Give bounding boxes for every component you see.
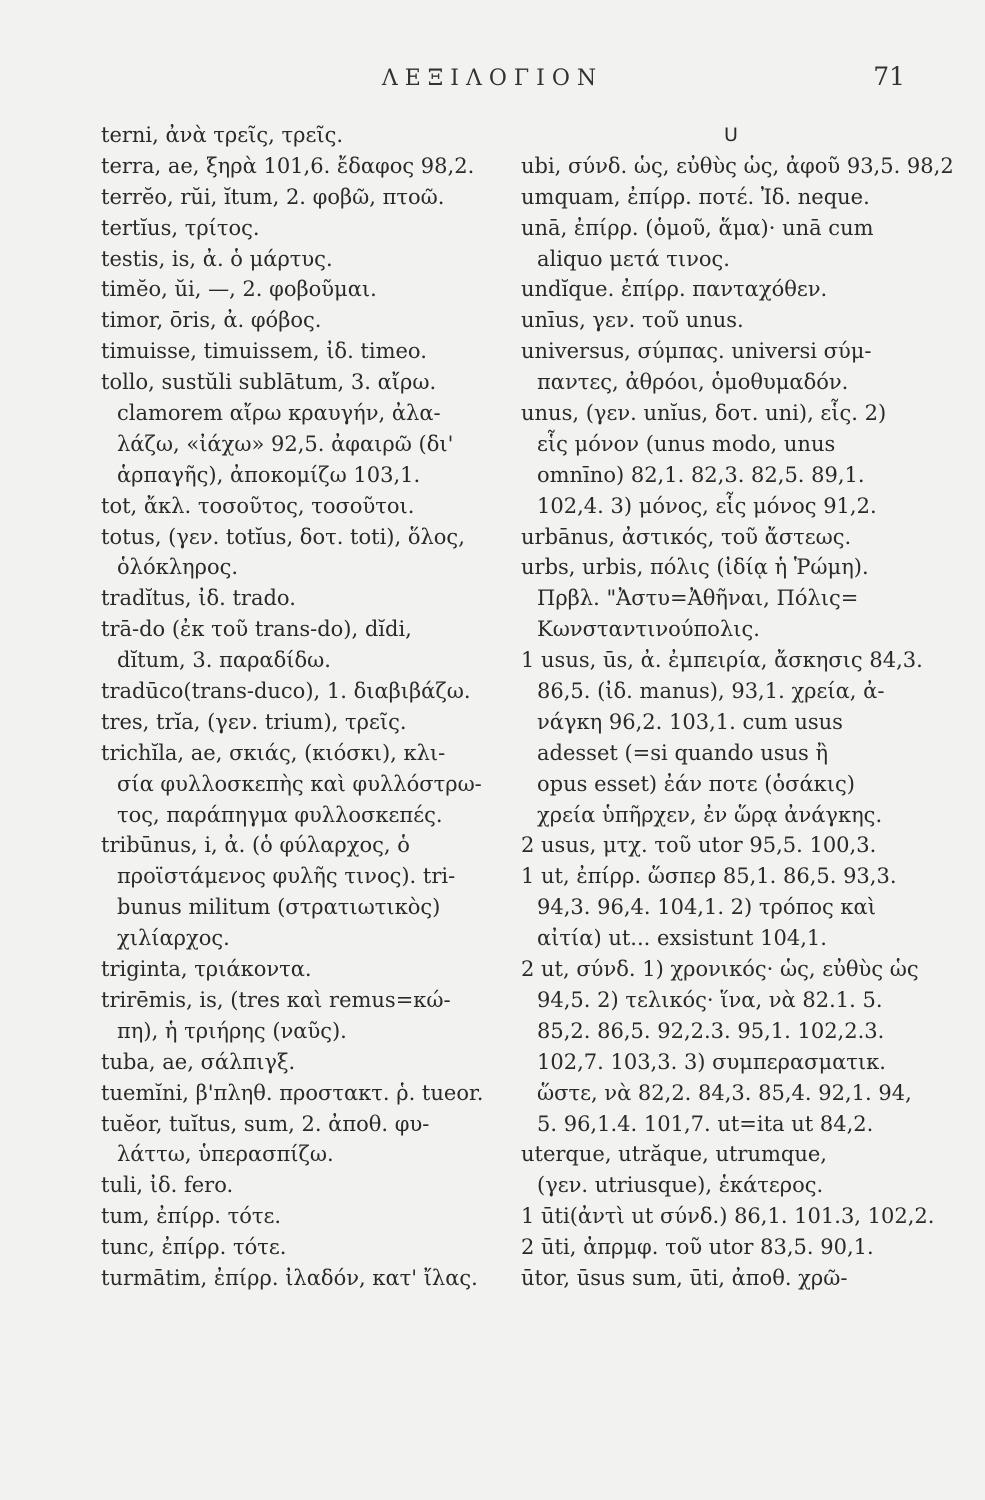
dictionary-line: trirēmis, is, (tres καὶ remus=κώ-	[101, 987, 451, 1012]
dictionary-line: tuemĭni, β'πληθ. προστακτ. ῥ. tueor.	[101, 1080, 484, 1105]
dictionary-line: clamorem αἴρω κραυγήν, ἀλα-	[117, 401, 441, 426]
dictionary-line: 1 ut, ἐπίρρ. ὥσπερ 85,1. 86,5. 93,3.	[521, 864, 897, 889]
dictionary-line: tres, trĭa, (γεν. trium), τρεῖς.	[101, 709, 407, 734]
dictionary-line: tradūco(trans-duco), 1. διαβιβάζω.	[101, 679, 471, 704]
dictionary-line: 2 usus, μτχ. τοῦ utor 95,5. 100,3.	[521, 833, 877, 858]
running-title: ΛΕΞΙΛΟΓΙΟΝ	[381, 66, 604, 91]
dictionary-line: turmātim, ἐπίρρ. ἰλαδόν, κατ' ἴλας.	[101, 1265, 478, 1290]
dictionary-line: χιλίαρχος.	[117, 926, 230, 951]
dictionary-line: unā, ἐπίρρ. (ὁμοῦ, ἅμα)· unā cum	[521, 215, 874, 240]
dictionary-line: 5. 96,1.4. 101,7. ut=ita ut 84,2.	[537, 1111, 874, 1136]
dictionary-line: tum, ἐπίρρ. τότε.	[101, 1204, 282, 1229]
dictionary-line: terni, ἀνὰ τρεῖς, τρεῖς.	[101, 123, 344, 147]
dictionary-line: 102,4. 3) μόνος, εἷς μόνος 91,2.	[537, 493, 877, 518]
dictionary-line: tertĭus, τρίτος.	[101, 215, 260, 240]
dictionary-line: aliquo μετά τινος.	[537, 246, 730, 271]
dictionary-line: tuli, ἰδ. fero.	[101, 1173, 234, 1198]
dictionary-line: αἰτία) ut... exsistunt 104,1.	[537, 926, 827, 951]
dictionary-line: 94,5. 2) τελικός· ἵνα, νὰ 82.1. 5.	[537, 987, 883, 1012]
dictionary-line: trā-do (ἐκ τοῦ trans-do), dĭdi,	[101, 617, 412, 642]
dictionary-line: νάγκη 96,2. 103,1. cum usus	[537, 709, 843, 734]
dictionary-line: timuisse, timuissem, ἰδ. timeo.	[101, 339, 427, 364]
dictionary-line: undĭque. ἐπίρρ. πανταχόθεν.	[521, 277, 828, 302]
dictionary-line: ubi, σύνδ. ὡς, εὐθὺς ὡς, ἀφοῦ 93,5. 98,2	[521, 153, 954, 178]
dictionary-line: 2 ut, σύνδ. 1) χρονικός· ὡς, εὐθὺς ὡς	[521, 957, 919, 982]
dictionary-line: umquam, ἐπίρρ. ποτέ. Ἰδ. neque.	[521, 184, 870, 209]
dictionary-line: tuba, ae, σάλπιγξ.	[101, 1049, 296, 1074]
dictionary-line: 86,5. (ἰδ. manus), 93,1. χρεία, ἀ-	[537, 679, 885, 704]
section-letter: U	[724, 124, 738, 146]
dictionary-line: Κωνσταντινούπολις.	[537, 617, 760, 642]
left-column	[101, 120, 501, 1294]
dictionary-line: 1 ūti(ἀντὶ ut σύνδ.) 86,1. 101.3, 102,2.	[521, 1204, 935, 1229]
right-column	[521, 120, 954, 1294]
dictionary-line: tollo, sustŭli sublātum, 3. αἴρω.	[101, 370, 437, 395]
dictionary-line: 85,2. 86,5. 92,2.3. 95,1. 102,2.3.	[537, 1018, 885, 1043]
page-number: 71	[873, 62, 905, 91]
dictionary-line: universus, σύμπας. universi σύμ-	[521, 339, 872, 364]
dictionary-line: trichĭla, ae, σκιάς, (κιόσκι), κλι-	[101, 740, 446, 765]
dictionary-line: tradĭtus, ἰδ. trado.	[101, 586, 296, 611]
dictionary-line: 102,7. 103,3. 3) συμπερασματικ.	[537, 1049, 886, 1074]
dictionary-line: urbānus, ἀστικός, τοῦ ἄστεως.	[521, 524, 852, 549]
dictionary-line: tuĕor, tuĭtus, sum, 2. ἀποθ. φυ-	[101, 1111, 430, 1136]
dictionary-line: τος, παράπηγμα φυλλοσκεπές.	[117, 802, 443, 827]
dictionary-line: λάζω, «ἰάχω» 92,5. ἀφαιρῶ (δι'	[117, 431, 454, 456]
dictionary-line: tunc, ἐπίρρ. τότε.	[101, 1235, 287, 1260]
dictionary-line: omnīno) 82,1. 82,3. 82,5. 89,1.	[537, 462, 865, 487]
page-header	[0, 62, 985, 102]
dictionary-line: (γεν. utriusque), ἑκάτερος.	[537, 1173, 824, 1198]
dictionary-line: tot, ἄκλ. τοσοῦτος, τοσοῦτοι.	[101, 493, 415, 518]
dictionary-line: timor, ōris, ἀ. φόβος.	[101, 308, 322, 333]
dictionary-line: σία φυλλοσκεπὴς καὶ φυλλόστρω-	[117, 771, 482, 796]
dictionary-line: 94,3. 96,4. 104,1. 2) τρόπος καὶ	[537, 895, 876, 920]
right-column-entries	[521, 151, 954, 1294]
dictionary-line: ὥστε, νὰ 82,2. 84,3. 85,4. 92,1. 94,	[537, 1080, 912, 1105]
dictionary-line: opus esset) ἐάν ποτε (ὁσάκις)	[537, 771, 855, 796]
dictionary-line: Πρβλ. "Ἀστυ=Ἀθῆναι, Πόλις=	[537, 586, 859, 611]
dictionary-line: adesset (=si quando usus ἢ	[537, 740, 829, 765]
dictionary-line: bunus militum (στρατιωτικὸς)	[117, 895, 441, 920]
dictionary-line: dĭtum, 3. παραδίδω.	[117, 648, 331, 673]
dictionary-line: tribūnus, i, ἀ. (ὁ φύλαρχος, ὁ	[101, 833, 410, 858]
dictionary-line: ὁλόκληρος.	[117, 555, 239, 580]
dictionary-line: λάττω, ὑπερασπίζω.	[117, 1142, 334, 1167]
dictionary-line: εἷς μόνον (unus modo, unus	[537, 431, 836, 456]
dictionary-line: totus, (γεν. totĭus, δοτ. toti), ὅλος,	[101, 524, 465, 549]
dictionary-line: προϊστάμενος φυλῆς τινος). tri-	[117, 864, 456, 889]
dictionary-line: 1 usus, ūs, ἀ. ἐμπειρία, ἄσκησις 84,3.	[521, 648, 923, 673]
dictionary-line: 2 ūti, ἀπρμφ. τοῦ utor 83,5. 90,1.	[521, 1235, 874, 1260]
dictionary-line: triginta, τριάκοντα.	[101, 957, 312, 982]
dictionary-line: ἁρπαγῆς), ἀποκομίζω 103,1.	[117, 462, 421, 487]
dictionary-line: χρεία ὑπῆρχεν, ἐν ὥρᾳ ἀνάγκης.	[537, 802, 883, 827]
dictionary-line: uterque, utrăque, utrumque,	[521, 1142, 827, 1167]
dictionary-line: πη), ἡ τριήρης (ναῦς).	[117, 1018, 347, 1043]
dictionary-line: unīus, γεν. τοῦ unus.	[521, 308, 744, 333]
dictionary-line: timĕo, ŭi, —, 2. φοβοῦμαι.	[101, 277, 377, 302]
dictionary-line: terra, ae, ξηρὰ 101,6. ἔδαφος 98,2.	[101, 153, 475, 178]
dictionary-line: ūtor, ūsus sum, ūti, ἀποθ. χρῶ-	[521, 1265, 848, 1290]
dictionary-line: παντες, ἀθρόοι, ὁμοθυμαδόν.	[537, 370, 849, 395]
dictionary-line: terrĕo, rŭi, ĭtum, 2. φοβῶ, πτοῶ.	[101, 184, 445, 209]
dictionary-line: urbs, urbis, πόλις (ἰδίᾳ ἡ Ῥώμη).	[521, 555, 869, 580]
dictionary-line: unus, (γεν. unĭus, δοτ. uni), εἷς. 2)	[521, 401, 887, 426]
dictionary-line: testis, is, ἀ. ὁ μάρτυς.	[101, 246, 333, 271]
